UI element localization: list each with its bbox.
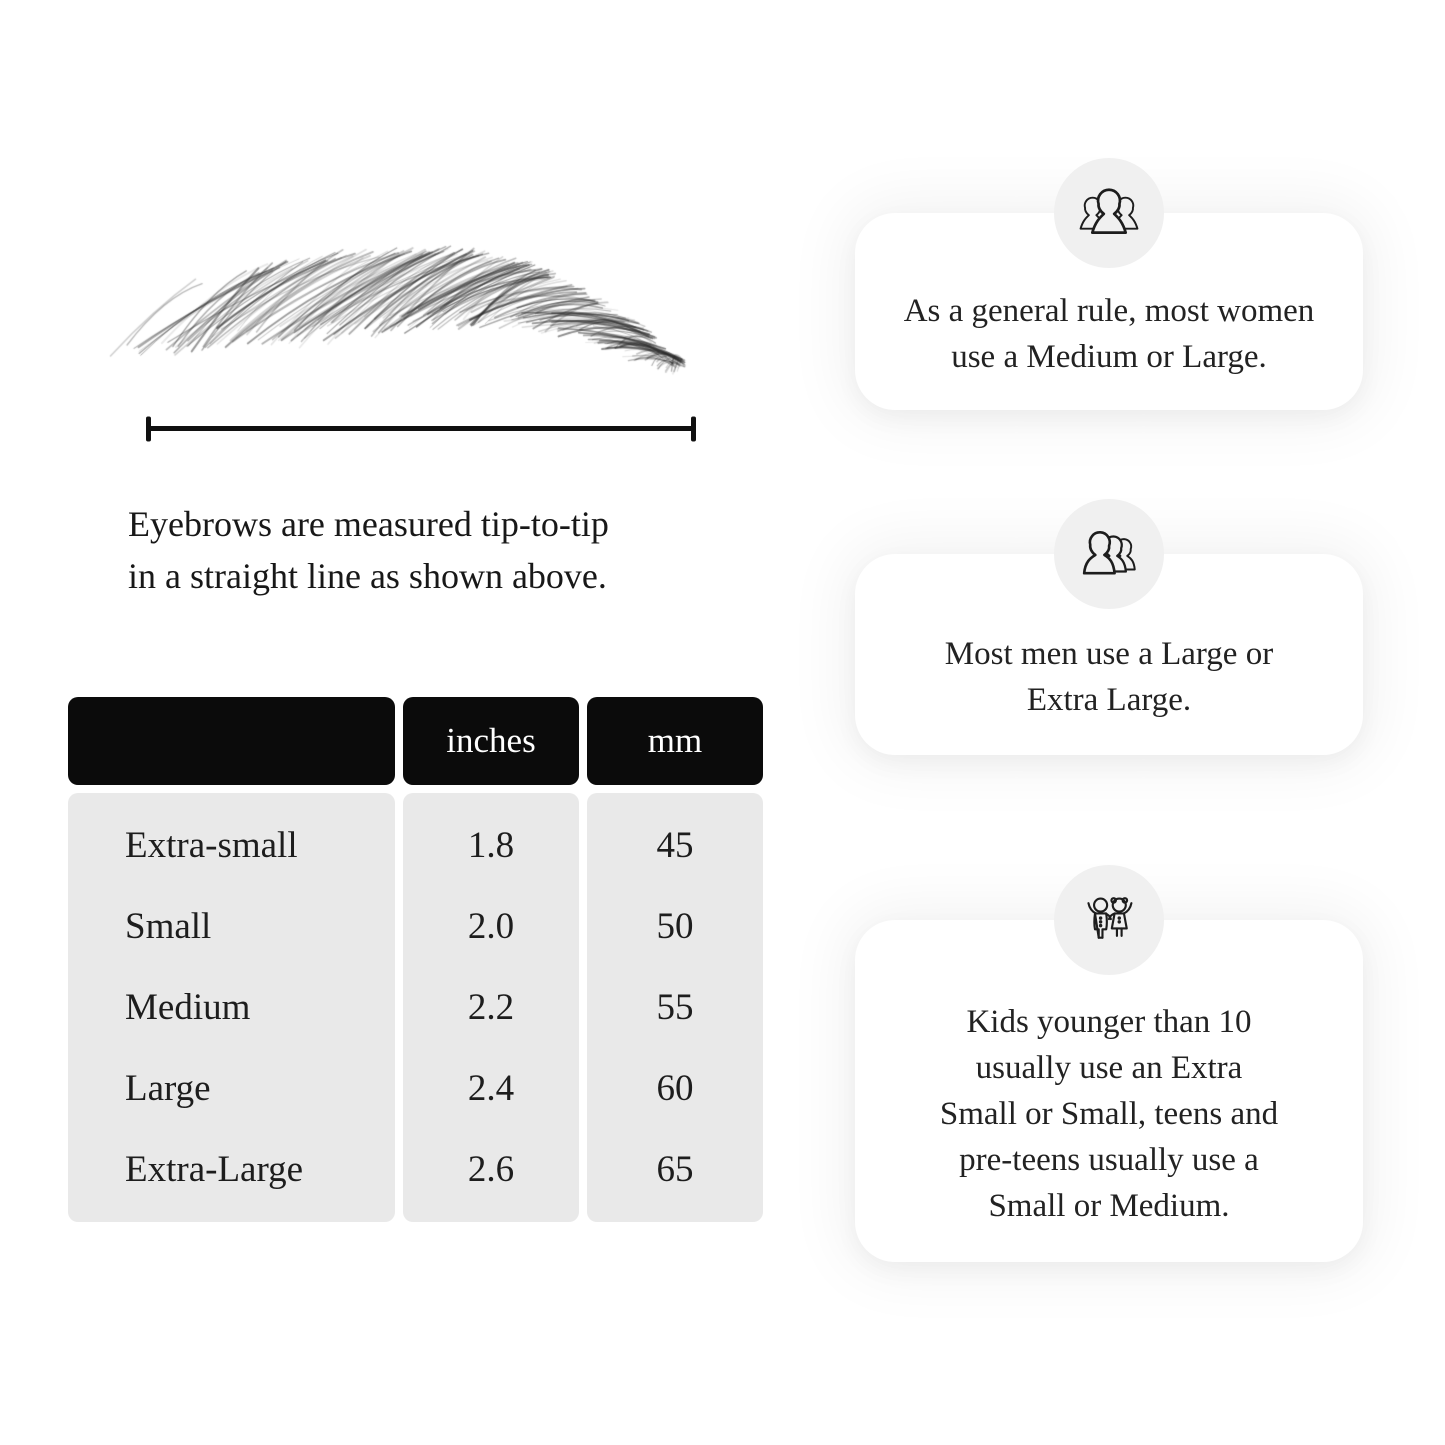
table-cell-inches: 1.8 bbox=[467, 825, 515, 866]
kids-icon bbox=[1079, 892, 1139, 948]
size-table-header bbox=[68, 697, 763, 785]
size-table-header-inches: inches bbox=[403, 697, 579, 785]
info-card-text bbox=[904, 288, 1315, 380]
table-cell-mm: 65 bbox=[656, 1149, 694, 1190]
measurement-caption-line2: in a straight line as shown above. bbox=[128, 556, 607, 596]
info-card-text-line: As a general rule, most women bbox=[903, 293, 1315, 329]
men-group-icon bbox=[1078, 527, 1140, 581]
info-card-text bbox=[945, 631, 1273, 723]
table-cell-mm: 50 bbox=[656, 906, 694, 947]
info-card-text-line: Most men use a Large or bbox=[944, 636, 1274, 672]
info-card-text-line: pre-teens usually use a bbox=[959, 1141, 1259, 1178]
icon-badge bbox=[1054, 865, 1164, 975]
measurement-line bbox=[146, 426, 696, 431]
measurement-line-endcap-right bbox=[691, 416, 696, 441]
table-cell-mm: 45 bbox=[656, 825, 694, 866]
icon-badge bbox=[1054, 158, 1164, 268]
size-table-header-label bbox=[68, 697, 395, 785]
table-cell-inches: 2.6 bbox=[467, 1149, 515, 1190]
table-row-label: Small bbox=[125, 906, 212, 947]
size-table-inches-column bbox=[403, 793, 579, 1222]
measurement-caption bbox=[128, 498, 748, 602]
table-cell-inches: 2.2 bbox=[467, 987, 515, 1028]
table-cell-inches: 2.4 bbox=[467, 1068, 515, 1109]
eyebrow-illustration bbox=[105, 232, 705, 402]
table-row-label: Large bbox=[125, 1068, 211, 1109]
size-table-label-column bbox=[68, 793, 395, 1222]
table-row-label: Extra-small bbox=[125, 825, 298, 866]
table-cell-mm: 60 bbox=[656, 1068, 694, 1109]
info-card-text bbox=[940, 999, 1278, 1229]
table-cell-mm: 55 bbox=[656, 987, 694, 1028]
women-group-icon bbox=[1078, 186, 1140, 240]
table-cell-inches: 2.0 bbox=[467, 906, 515, 947]
size-table-mm-column bbox=[587, 793, 763, 1222]
info-card-text-line: Small or Medium. bbox=[988, 1187, 1230, 1224]
info-card-text-line: Extra Large. bbox=[1026, 682, 1192, 718]
info-card-text-line: Small or Small, teens and bbox=[939, 1095, 1279, 1132]
measurement-line-endcap-left bbox=[146, 416, 151, 441]
table-row-label: Medium bbox=[125, 987, 251, 1028]
info-card-text-line: usually use an Extra bbox=[975, 1049, 1243, 1086]
size-table-body bbox=[68, 793, 763, 1222]
info-card-women bbox=[855, 213, 1363, 410]
info-card-men bbox=[855, 554, 1363, 755]
info-card-text-line: use a Medium or Large. bbox=[951, 339, 1267, 375]
icon-badge bbox=[1054, 499, 1164, 609]
info-card-text-line: Kids younger than 10 bbox=[966, 1003, 1252, 1040]
size-table-header-mm: mm bbox=[587, 697, 763, 785]
size-table bbox=[68, 697, 763, 1222]
table-row-label: Extra-Large bbox=[125, 1149, 304, 1190]
measurement-caption-line1: Eyebrows are measured tip-to-tip bbox=[128, 504, 609, 544]
info-card-kids bbox=[855, 920, 1363, 1262]
